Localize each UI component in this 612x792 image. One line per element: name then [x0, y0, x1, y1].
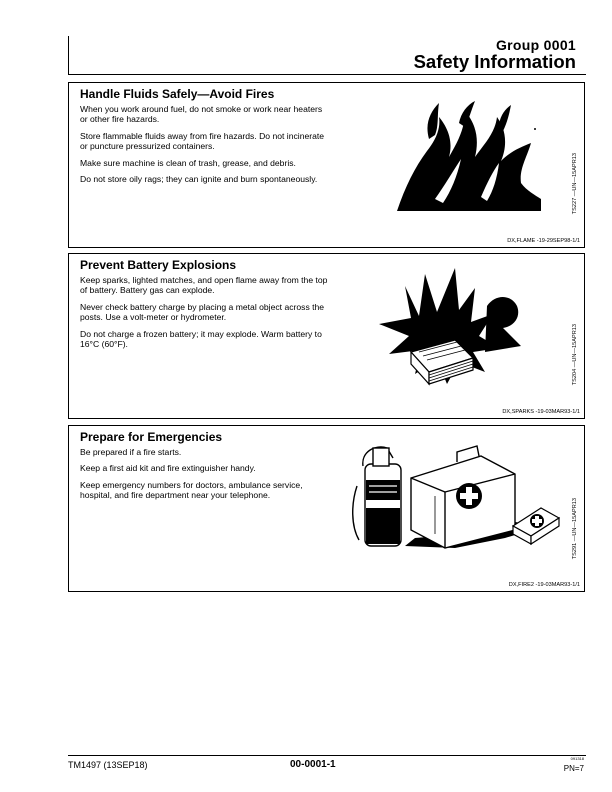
paragraph: Keep a first aid kit and fire extinguisher handy. — [80, 463, 256, 474]
footer-page-number: 00-0001-1 — [290, 759, 336, 770]
header-rule-horizontal — [68, 74, 586, 75]
section-ref: DX,FLAME -19-29SEP98-1/1 — [507, 238, 580, 244]
paragraph: Do not charge a frozen battery; it may explode. Warm battery to 16°C (60°F). — [80, 328, 322, 350]
section-emergencies — [68, 425, 585, 592]
battery-explosion-icon — [375, 266, 535, 388]
footer-date: 091318 — [570, 756, 584, 761]
image-code: TS291 —UN—15APR13 — [572, 498, 578, 560]
section-title: Handle Fluids Safely—Avoid Fires — [80, 87, 275, 101]
section-body — [80, 275, 330, 355]
footer-pn: PN=7 — [563, 764, 584, 773]
first-aid-extinguisher-icon — [345, 430, 567, 556]
paragraph: Keep sparks, lighted matches, and open flame away from the top of battery. Battery gas can explode. — [80, 275, 328, 296]
section-body — [80, 447, 330, 507]
section-battery — [68, 253, 585, 419]
paragraph: Store flammable fluids away from fire hazards. Do not incinerate or puncture pressurized containers. — [80, 130, 325, 152]
section-title: Prevent Battery Explosions — [80, 258, 237, 272]
paragraph: Keep emergency numbers for doctors, ambulance service, hospital, and fire department near your telephone. — [80, 479, 303, 501]
paragraph: When you work around fuel, do not smoke or work near heaters or other fire hazards. — [80, 104, 323, 125]
footer-rule — [68, 755, 586, 756]
paragraph: Be prepared if a fire starts. — [80, 447, 182, 457]
section-ref: DX,FIRE2 -19-03MAR93-1/1 — [508, 582, 580, 588]
group-label: Group 0001 — [495, 37, 576, 53]
section-ref: DX,SPARKS -19-03MAR93-1/1 — [502, 409, 580, 415]
flame-icon — [395, 99, 545, 213]
section-fluids — [68, 82, 585, 248]
paragraph: Never check battery charge by placing a metal object across the posts. Use a volt-meter or hydrometer. — [80, 301, 325, 323]
section-title: Prepare for Emergencies — [80, 430, 223, 444]
header-rule-vertical — [68, 36, 69, 74]
page-title: Safety Information — [413, 51, 576, 72]
footer-manual-id: TM1497 (13SEP18) — [68, 760, 148, 770]
image-code: TS227 —UN—15APR13 — [572, 153, 578, 215]
image-code: TS204 —UN—15APR13 — [572, 324, 578, 386]
paragraph: Make sure machine is clean of trash, grease, and debris. — [80, 157, 296, 168]
section-body — [80, 104, 330, 190]
paragraph: Do not store oily rags; they can ignite and burn spontaneously. — [80, 174, 318, 185]
